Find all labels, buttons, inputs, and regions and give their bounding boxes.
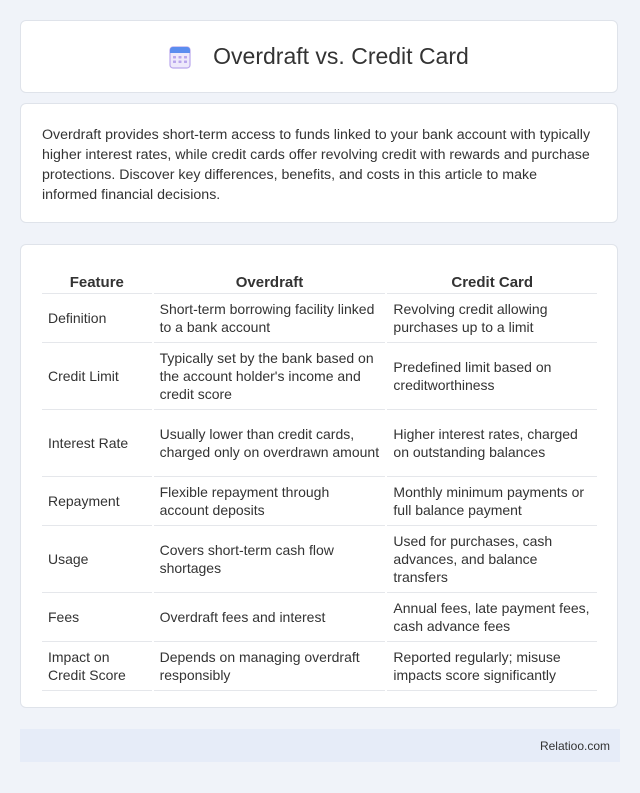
comparison-table xyxy=(42,265,597,691)
table-header-row xyxy=(42,265,597,294)
table-row xyxy=(42,294,597,343)
credit-card-cell: Reported regularly; misuse impacts score significantly xyxy=(386,642,597,691)
table-row xyxy=(42,477,597,526)
credit-card-cell: Monthly minimum payments or full balance payment xyxy=(386,477,597,526)
overdraft-cell: Covers short-term cash flow shortages xyxy=(153,526,387,593)
footer-brand: Relatioo.com xyxy=(539,738,610,753)
overdraft-cell: Usually lower than credit cards, charged only on overdrawn amount xyxy=(153,410,387,477)
table-row xyxy=(42,593,597,642)
header-credit-card: Credit Card xyxy=(386,265,597,294)
header-overdraft: Overdraft xyxy=(153,265,387,294)
table-row xyxy=(42,642,597,691)
table-row xyxy=(42,343,597,410)
page-title: Overdraft vs. Credit Card xyxy=(213,43,469,69)
table-row xyxy=(42,526,597,593)
overdraft-cell: Short-term borrowing facility linked to a bank account xyxy=(153,294,387,343)
feature-cell: Impact on Credit Score xyxy=(42,642,153,691)
credit-card-cell: Predefined limit based on creditworthiness xyxy=(386,343,597,410)
overdraft-cell: Flexible repayment through account deposits xyxy=(153,477,387,526)
feature-cell: Repayment xyxy=(42,477,153,526)
table-row xyxy=(42,410,597,477)
feature-cell: Definition xyxy=(42,294,153,343)
header-feature: Feature xyxy=(42,265,153,294)
comparison-card xyxy=(20,244,618,708)
footer-bar xyxy=(20,729,620,762)
credit-card-cell: Higher interest rates, charged on outstanding balances xyxy=(386,410,597,477)
intro-paragraph: Overdraft provides short-term access to funds linked to your bank account with typically higher interest rates, while credit cards offer revolving credit with rewards and purchase protections. Discover key differences, benefits, and costs in this article to make informed financial decisions. xyxy=(42,127,591,203)
feature-cell: Fees xyxy=(42,593,153,642)
title-card xyxy=(20,20,618,93)
credit-card-cell: Annual fees, late payment fees, cash advance fees xyxy=(386,593,597,642)
calendar-icon xyxy=(169,45,191,69)
overdraft-cell: Overdraft fees and interest xyxy=(153,593,387,642)
overdraft-cell: Typically set by the bank based on the account holder's income and credit score xyxy=(153,343,387,410)
feature-cell: Interest Rate xyxy=(42,410,153,477)
intro-card xyxy=(20,103,618,223)
feature-cell: Usage xyxy=(42,526,153,593)
feature-cell: Credit Limit xyxy=(42,343,153,410)
credit-card-cell: Revolving credit allowing purchases up to a limit xyxy=(386,294,597,343)
credit-card-cell: Used for purchases, cash advances, and balance transfers xyxy=(386,526,597,593)
overdraft-cell: Depends on managing overdraft responsibly xyxy=(153,642,387,691)
